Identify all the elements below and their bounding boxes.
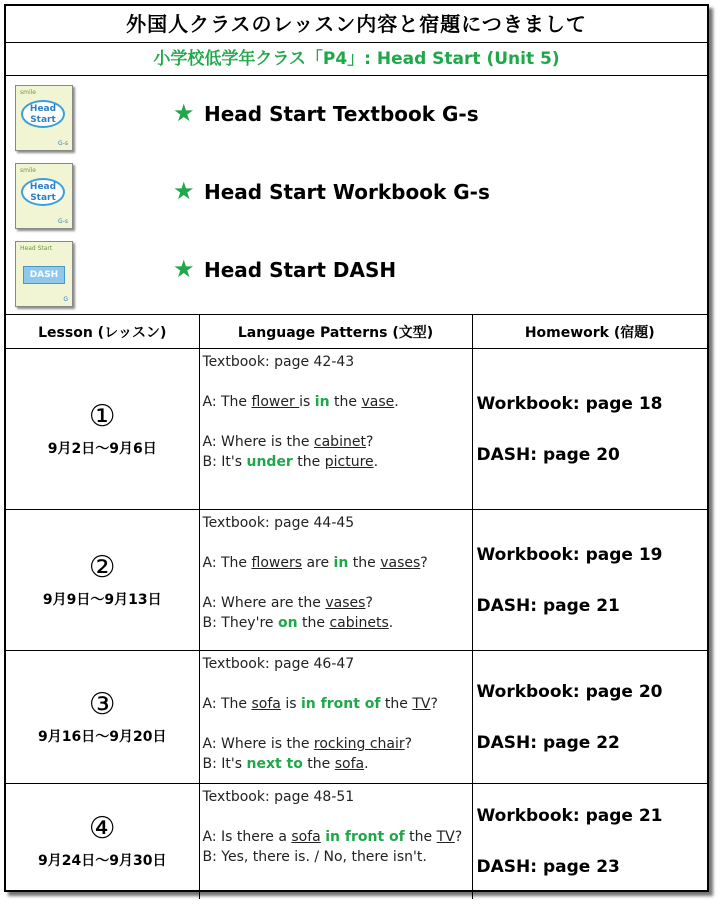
lesson-dates: 9月16日～9月20日 xyxy=(38,729,167,745)
cover-logo: DASH xyxy=(23,266,65,284)
book-item-workbook xyxy=(6,163,696,233)
workbook-homework: Workbook: page 21 xyxy=(476,805,663,826)
textbook-pages: Textbook: page 44-45 xyxy=(202,515,355,531)
pattern-line: A: Where is the rocking chair? xyxy=(202,736,413,752)
table-row xyxy=(6,651,707,784)
pattern-line: A: Where are the vases? xyxy=(202,595,373,611)
lesson-cell xyxy=(6,651,199,784)
dash-homework: DASH: page 21 xyxy=(476,595,620,616)
book-item-dash xyxy=(6,241,696,311)
cover-tag: G xyxy=(63,296,68,303)
workbook-homework: Workbook: page 18 xyxy=(476,393,663,414)
table-header-row xyxy=(6,315,707,349)
lesson-number: ① xyxy=(88,399,116,434)
lesson-number: ② xyxy=(88,550,116,585)
homework-cell xyxy=(472,510,707,651)
pattern-line: A: The flower is in the vase. xyxy=(202,394,399,410)
homework-cell xyxy=(472,784,707,899)
cover-logo: Head Start xyxy=(21,178,65,206)
homework-cell xyxy=(472,349,707,510)
book-name: Head Start Workbook G-s xyxy=(204,180,490,204)
patterns-cell xyxy=(199,784,472,899)
table-row xyxy=(6,349,707,510)
pattern-line: A: Where is the cabinet? xyxy=(202,434,374,450)
dash-homework: DASH: page 20 xyxy=(476,444,620,465)
workbook-homework: Workbook: page 20 xyxy=(476,681,663,702)
homework-cell xyxy=(472,651,707,784)
pattern-line: B: It's next to the sofa. xyxy=(202,756,369,772)
pattern-line: B: It's under the picture. xyxy=(202,454,379,470)
pattern-line: A: The flowers are in the vases? xyxy=(202,555,428,571)
dash-cover-image xyxy=(15,241,73,307)
textbook-cover-image xyxy=(15,85,73,151)
lesson-number: ③ xyxy=(88,687,116,722)
dash-homework: DASH: page 22 xyxy=(476,732,620,753)
dash-homework: DASH: page 23 xyxy=(476,856,620,877)
patterns-cell xyxy=(199,349,472,510)
cover-logo: Head Start xyxy=(21,100,65,128)
pattern-line: B: They're on the cabinets. xyxy=(202,615,394,631)
star-icon: ★ xyxy=(173,99,195,127)
textbook-pages: Textbook: page 42-43 xyxy=(202,354,355,370)
cover-brand: smile xyxy=(20,167,36,174)
star-icon: ★ xyxy=(173,255,195,283)
cover-brand: smile xyxy=(20,89,36,96)
header-patterns: Language Patterns (文型) xyxy=(199,315,472,349)
lesson-dates: 9月9日～9月13日 xyxy=(42,592,162,608)
patterns-cell xyxy=(199,651,472,784)
workbook-homework: Workbook: page 19 xyxy=(476,544,663,565)
lesson-dates: 9月24日～9月30日 xyxy=(38,853,167,870)
cover-tag: G-s xyxy=(58,140,68,147)
textbook-pages: Textbook: page 48-51 xyxy=(202,789,355,805)
workbook-cover-image xyxy=(15,163,73,229)
pattern-line: B: Yes, there is. / No, there isn't. xyxy=(202,849,427,865)
class-subtitle: 小学校低学年クラス「P4」: Head Start (Unit 5) xyxy=(6,43,707,76)
textbook-pages: Textbook: page 46-47 xyxy=(202,656,355,672)
lesson-cell xyxy=(6,349,199,510)
table-row xyxy=(6,510,707,651)
notice-frame xyxy=(4,4,709,892)
cover-brand: Head Start xyxy=(20,245,53,252)
book-name: Head Start Textbook G-s xyxy=(204,102,479,126)
book-list xyxy=(6,76,707,315)
lesson-table xyxy=(6,315,707,899)
pattern-line: A: Is there a sofa in front of the TV? xyxy=(202,829,463,845)
lesson-cell xyxy=(6,784,199,899)
page-title: 外国人クラスのレッスン内容と宿題につきまして xyxy=(6,6,707,43)
patterns-cell xyxy=(199,510,472,651)
pattern-line: A: The sofa is in front of the TV? xyxy=(202,696,438,712)
header-lesson: Lesson (レッスン) xyxy=(6,315,199,349)
cover-tag: G-s xyxy=(58,218,68,225)
book-item-textbook xyxy=(6,85,696,155)
lesson-cell xyxy=(6,510,199,651)
lesson-dates: 9月2日～9月6日 xyxy=(47,441,157,457)
lesson-number: ④ xyxy=(88,811,116,847)
star-icon: ★ xyxy=(173,177,195,205)
book-name: Head Start DASH xyxy=(204,258,397,282)
table-row xyxy=(6,784,707,899)
header-homework: Homework (宿題) xyxy=(472,315,707,349)
